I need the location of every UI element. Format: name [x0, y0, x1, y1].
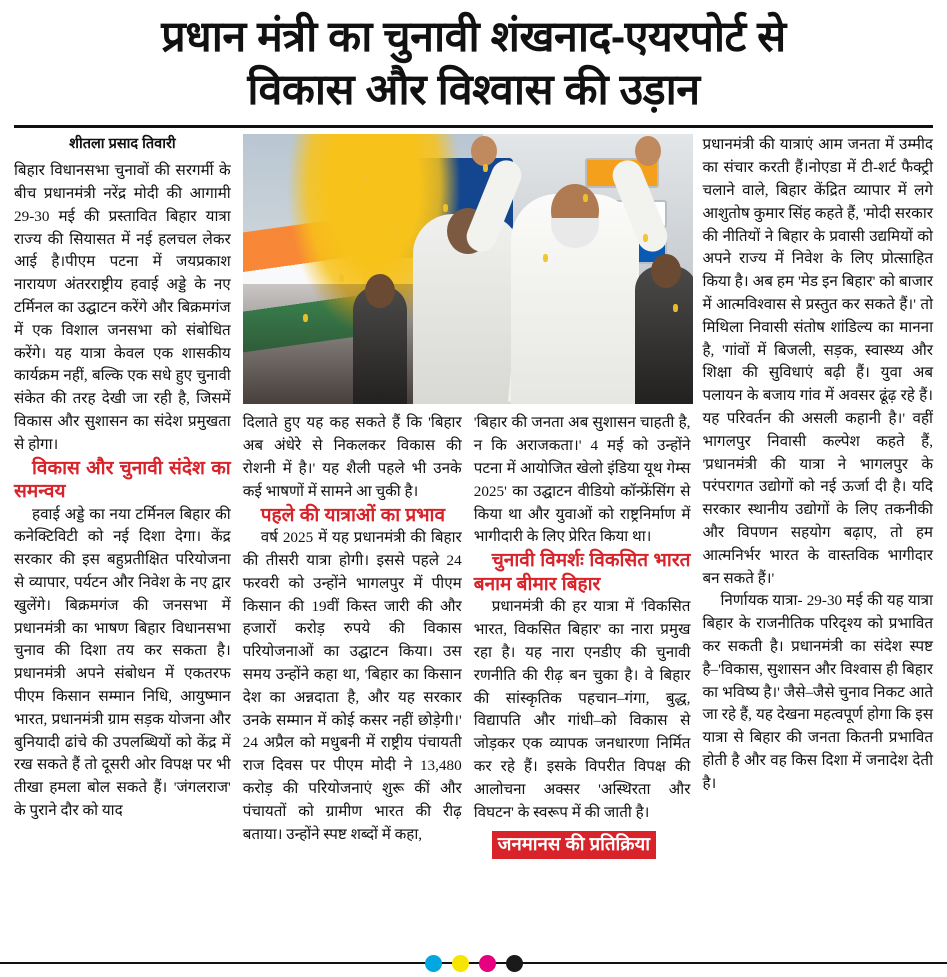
registration-dot-yellow: [452, 955, 469, 972]
col2-subheading: पहले की यात्राओं का प्रभाव: [260, 504, 446, 526]
col4-paragraph-1: प्रधानमंत्री की यात्राएं आम जनता में उम्मीद का संचार करती हैं।नोएडा में टी-शर्ट फैक्ट्री चलाने वाले, बिहार केंद्रित व्यापार में लगे आशुतोष कुमार सिंह कहते हैं, 'मोदी सरकार की नीतियों ने बिहार के प्रवासी उद्यमियों को अपने राज्य में निवेश के लिए प्रोत्साहित किया है। अब हम 'मेड इन बिहार' को बाजार में आत्मविश्वास से प्रस्तुत कर सकते हैं।' तो मिथिला निवासी संतोष शांडिल्य का मानना है, 'गांवों में बिजली, सड़क, स्वास्थ्य और शिक्षा की सुविधाएं बढ़ी हैं। युवा अब पलायन के बजाय गांव में अवसर ढूंढ़ रहे हैं। यह परिवर्तन की असली कहानी है।' वहीं भागलपुर निवासी कल्पेश कहते हैं, 'प्रधानमंत्री की यात्रा ने भागलपुर के परंपरागत उद्योगों को नई ऊर्जा दी है। यदि सरकार स्थानीय उद्योगों के लिए तकनीकी और विपणन सहयोग बढ़ाए, तो हम आत्मनिर्भर भारत के वास्तविक भागीदार बन सकते हैं।': [702, 136, 933, 587]
col4-paragraph-2: निर्णायक यात्रा- 29-30 मई की यह यात्रा बिहार के राजनीतिक परिदृश्य को प्रभावित कर सकती है। प्रधानमंत्री का संदेश स्पष्ट है–'विकास, सुशासन और विश्वास ही बिहार का भविष्य है।' जैसे–जैसे चुनाव निकट आते जा रहे हैं, यह देखना महत्वपूर्ण होगा कि इस यात्रा से बिहार की जनता कितनी प्रभावित होती है और वह किस दिशा में जनादेश देती है।: [702, 592, 933, 792]
photo-person-left: [353, 286, 407, 404]
registration-dot-magenta: [479, 955, 496, 972]
article-columns: [14, 134, 933, 929]
col3-paragraph-1: 'बिहार की जनता अब सुशासन चाहती है, न कि अराजकता।' 4 मई को उन्होंने पटना में आयोजित खेलो इंडिया यूथ गेम्स 2025' का उद्घाटन वीडियो कॉन्फ्रेंसिंग से किया था और युवाओं को राष्ट्रनिर्माण में भागीदारी के लिए प्रेरित किया था।: [473, 414, 691, 546]
headline-line-2: विकास और विश्वास की उड़ान: [247, 65, 700, 114]
column-2: [243, 134, 462, 929]
col1-paragraph-2: हवाई अड्डे का नया टर्मिनल बिहार की कनेक्टिविटी को नई दिशा देगा। केंद्र सरकार की इस बहुप्रतीक्षित परियोजना से व्यापार, पर्यटन और निवेश के नए द्वार खुलेंगे। बिक्रमगंज की जनसभा में प्रधानमंत्री का भाषण बिहार विधानसभा चुनाव की दिशा तय कर सकता है। प्रधानमंत्री अपने संबोधन में एकतरफ पीएम किसान सम्मान निधि, आयुष्मान भारत, प्रधानमंत्री ग्राम सड़क योजना और बुनियादी ढांचे की उपलब्धियों को केंद्र में रख सकते हैं तो दूसरी ओर विपक्ष पर भी तीखा हमला बोल सकते हैं। 'जंगलराज' के पुराने दौर को याद: [14, 505, 231, 820]
col3-photo-spacer: [474, 134, 691, 412]
column-3: [474, 134, 691, 929]
headline-line-1: प्रधान मंत्री का चुनावी शंखनाद-एयरपोर्ट से: [161, 13, 786, 61]
page-title: [14, 10, 933, 121]
registration-dot-black: [506, 955, 523, 972]
col2-paragraph-2: वर्ष 2025 में यह प्रधानमंत्री की बिहार की तीसरी यात्रा होगी। इससे पहले 24 फरवरी को उन्होंने भागलपुर में पीएम किसान की 19वीं किस्त जारी की और हजारों करोड़ रुपये की विकास परियोजनाओं का उद्घाटन किया। उस समय उन्होंने कहा था, 'बिहार का किसान देश का अन्नदाता है, और यह सरकार उनके सम्मान में कोई कसर नहीं छोड़ेगी।' 24 अप्रैल को मधुबनी में राष्ट्रीय पंचायती राज दिवस पर पीएम मोदी ने 13,480 करोड़ की परियोजनाएं शुरू कीं और पंचायतों को ग्रामीण भारत की रीढ़ बताया। उन्होंने स्पष्ट शब्दों में कहा,: [242, 529, 462, 843]
col2-paragraph-1: दिलाते हुए यह कह सकते हैं कि 'बिहार अब अंधेरे से निकलकर विकास की रोशनी में है।' यह शैली पहले भी उनके कई भाषणों में सामने आ चुकी है।: [242, 414, 462, 500]
headline-divider: [14, 125, 933, 128]
registration-dot-cyan: [425, 955, 442, 972]
byline: शीतला प्रसाद तिवारी: [69, 136, 176, 153]
registration-marks: [0, 949, 947, 977]
col1-subheading: विकास और चुनावी संदेश का समन्वय: [14, 457, 231, 503]
column-4: [702, 134, 933, 929]
column-1: [14, 134, 231, 929]
col3-subheading: चुनावी विमर्शः विकसित भारत बनाम बीमार बिहार: [473, 550, 691, 595]
col3-subheading-2-label: जनमानस की प्रतिक्रिया: [492, 831, 656, 859]
col1-paragraph-1: बिहार विधानसभा चुनावों की सरगर्मी के बीच प्रधानमंत्री नरेंद्र मोदी की आगामी 29-30 मई की प्रस्तावित बिहार यात्रा राज्य की सियासत में नई हलचल लेकर आई है।पीएम पटना में जयप्रकाश नारायण अंतरराष्ट्रीय हवाई अड्डे के नए टर्मिनल का उद्घाटन करेंगे और बिक्रमगंज में एक विशाल जनसभा को संबोधित करेंगे। यह यात्रा केवल एक शासकीय कार्यक्रम नहीं, बल्कि एक सधे हुए चुनावी संकेत की तरह देखी जा रही है, जिसमें विकास और सुशासन का संदेश प्रमुखता से होगा।: [14, 162, 231, 453]
col3-paragraph-2: प्रधानमंत्री की हर यात्रा में 'विकसित भारत, विकसित बिहार' का नारा प्रमुख रहा है। यह नारा एनडीए की चुनावी रणनीति की रीढ़ बन चुका है। वे बिहार की सांस्कृतिक पहचान–गंगा, बुद्ध, विद्यापति और गांधी–को विकास से जोड़कर एक व्यापक जनधारणा निर्मित कर रहे हैं। इसके विपरीत विपक्ष की आलोचना अक्सर 'अस्थिरता और विघटन' के स्वरूप में की जाती है।: [473, 598, 691, 821]
col3-subheading-2: [474, 824, 691, 864]
